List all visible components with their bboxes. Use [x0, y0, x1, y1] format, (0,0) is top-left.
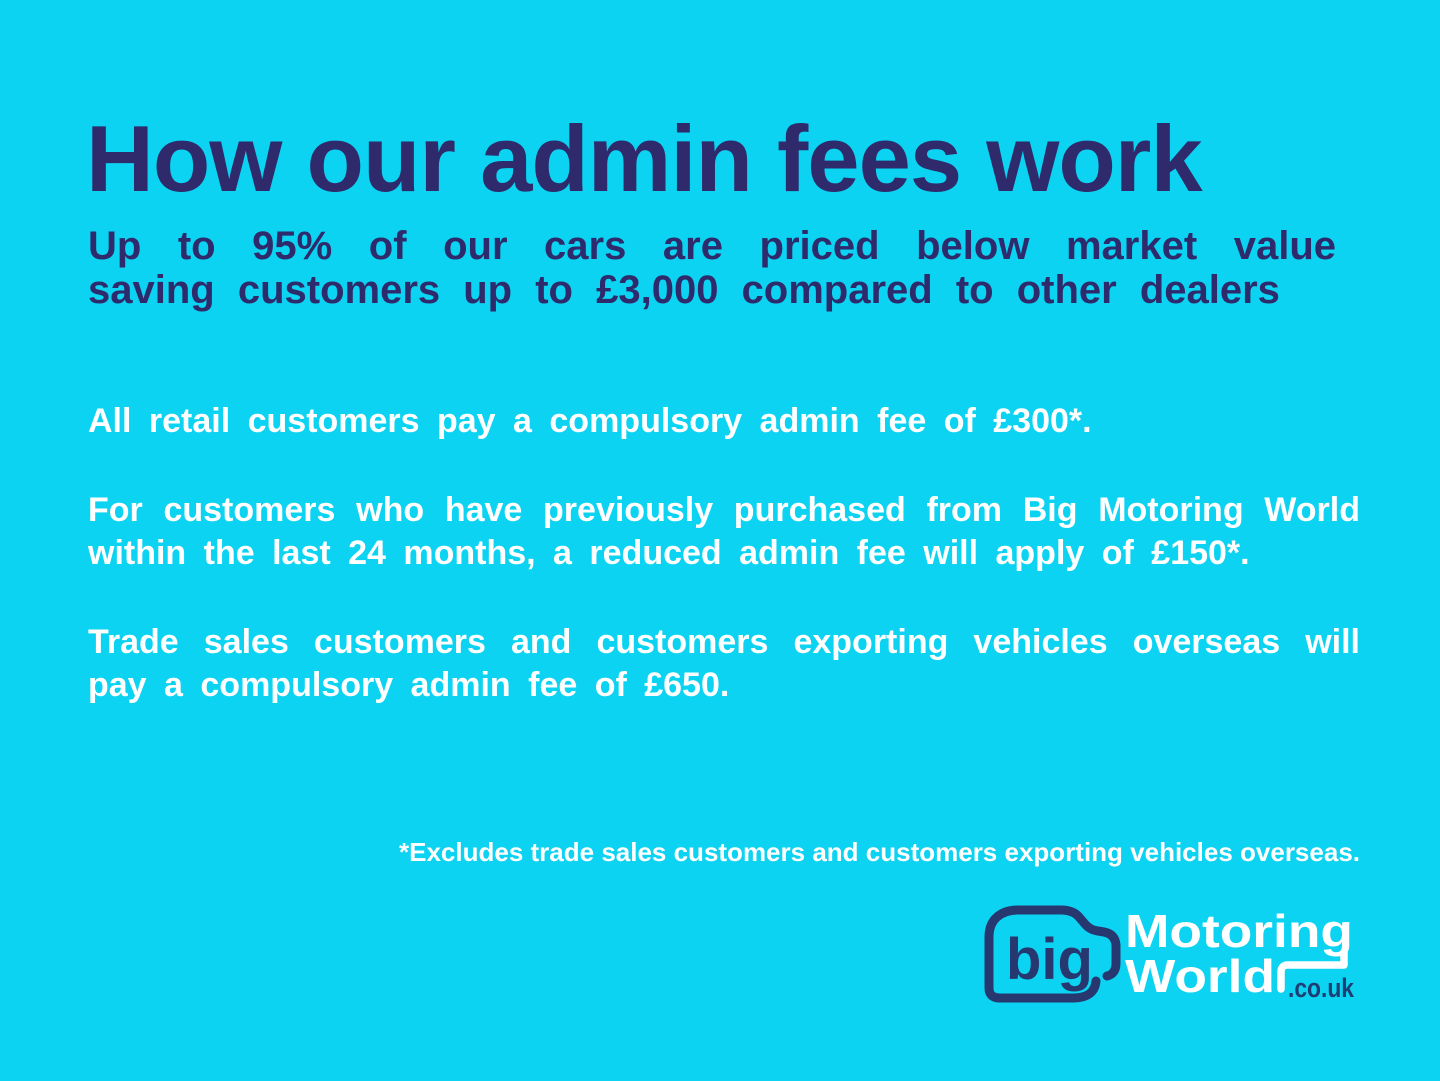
- footnote: *Excludes trade sales customers and customers exporting vehicles overseas.: [399, 837, 1360, 867]
- paragraph-returning-customer-fee: For customers who have previously purchased from Big Motoring World within the last 24 months, a reduced admin fee will apply of £150*.: [88, 491, 1360, 572]
- paragraph-trade-export-fee: Trade sales customers and customers exporting vehicles overseas will pay a compulsory admin fee of £650.: [88, 623, 1360, 704]
- logo-big-text: big: [1006, 927, 1093, 992]
- paragraph-retail-admin-fee: All retail customers pay a compulsory admin fee of £300*.: [88, 402, 1092, 440]
- logo-motoring-text: Motoring: [1125, 905, 1353, 957]
- big-motoring-world-logo: [982, 895, 1366, 1019]
- logo-graphic: [982, 895, 1366, 1019]
- body-copy: [88, 400, 1360, 753]
- logo-couk-text: .co.uk: [1288, 973, 1355, 1003]
- page-title: How our admin fees work: [86, 106, 1202, 211]
- subheading: Up to 95% of our cars are priced below market value saving customers up to £3,000 compared to other dealers: [88, 224, 1336, 312]
- logo-world-text: World: [1125, 950, 1275, 1002]
